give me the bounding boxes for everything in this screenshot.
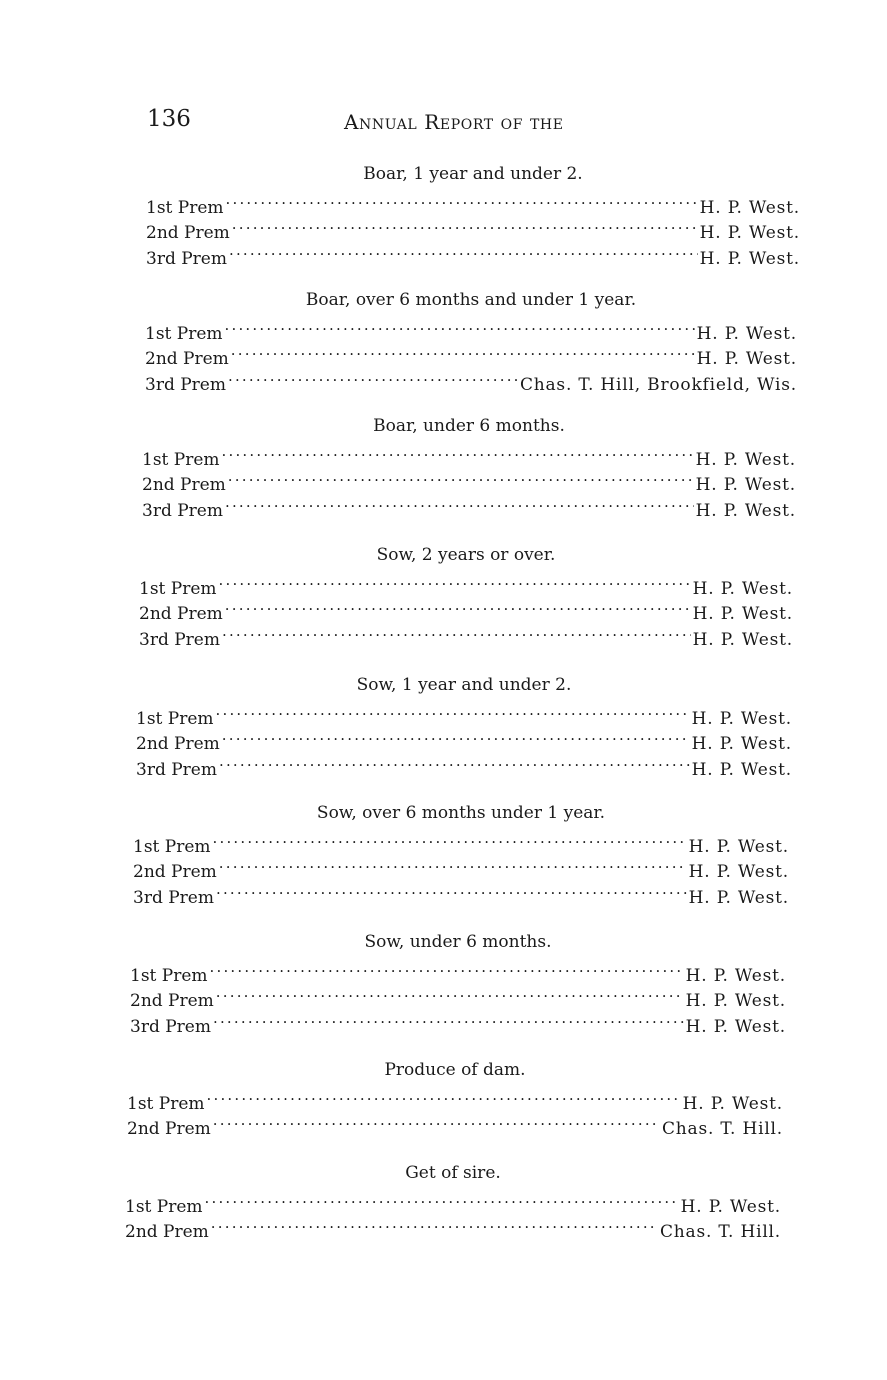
premium-entry <box>127 1083 783 1114</box>
premium-place: 1st Prem <box>133 836 211 857</box>
premium-section <box>133 801 789 908</box>
premium-winner: H. P. West. <box>685 965 786 986</box>
dot-leader <box>228 465 694 491</box>
premium-entry <box>142 439 796 470</box>
premium-entry <box>136 698 792 729</box>
premium-winner: H. P. West. <box>685 991 786 1012</box>
premium-place: 3rd Prem <box>133 887 214 908</box>
dot-leader <box>219 749 690 775</box>
dot-leader <box>225 313 695 339</box>
premium-winner: H. P. West. <box>691 759 792 780</box>
section-title: Sow, under 6 months. <box>364 932 552 952</box>
premium-winner: H. P. West. <box>692 578 793 599</box>
premium-winner: H. P. West. <box>695 500 796 521</box>
dot-leader <box>228 364 518 390</box>
dot-leader <box>205 1186 679 1212</box>
premium-place: 2nd Prem <box>139 604 223 625</box>
premium-winner: H. P. West. <box>685 1016 786 1037</box>
premium-place: 2nd Prem <box>133 862 217 883</box>
section-title: Boar, over 6 months and under 1 year. <box>305 290 637 310</box>
premium-entry <box>146 187 800 218</box>
premium-place: 3rd Prem <box>136 759 217 780</box>
premium-place: 2nd Prem <box>125 1222 209 1243</box>
dot-leader <box>229 238 698 264</box>
section-title: Sow, over 6 months under 1 year. <box>316 803 606 823</box>
premium-winner: H. P. West. <box>691 708 792 729</box>
premium-place: 3rd Prem <box>145 374 226 395</box>
dot-leader <box>225 594 691 620</box>
dot-leader <box>207 1083 681 1109</box>
dot-leader <box>222 439 694 465</box>
premium-winner: H. P. West. <box>695 475 796 496</box>
premium-winner: H. P. West. <box>695 449 796 470</box>
premium-winner: Chas. T. Hill. <box>661 1119 783 1140</box>
premium-section <box>145 288 797 395</box>
section-title: Boar, under 6 months. <box>373 416 565 436</box>
premium-place: 1st Prem <box>145 323 223 344</box>
premium-winner: H. P. West. <box>699 197 800 218</box>
running-title: Annual Report of the <box>344 110 564 134</box>
premium-place: 1st Prem <box>130 965 208 986</box>
premium-winner: H. P. West. <box>688 862 789 883</box>
section-title: Get of sire. <box>405 1163 501 1183</box>
premium-place: 2nd Prem <box>142 475 226 496</box>
dot-leader <box>225 490 694 516</box>
dot-leader <box>213 1006 684 1032</box>
premium-place: 3rd Prem <box>130 1016 211 1037</box>
dot-leader <box>216 698 690 724</box>
premium-winner: H. P. West. <box>691 734 792 755</box>
premium-place: 3rd Prem <box>139 629 220 650</box>
premium-place: 1st Prem <box>142 449 220 470</box>
premium-winner: H. P. West. <box>688 836 789 857</box>
premium-winner: H. P. West. <box>680 1196 781 1217</box>
premium-section <box>139 543 793 650</box>
premium-entry <box>125 1186 781 1217</box>
page-number: 136 <box>147 106 191 132</box>
premium-entry <box>145 313 797 344</box>
section-title: Sow, 1 year and under 2. <box>356 675 572 695</box>
premium-winner: H. P. West. <box>699 248 800 269</box>
premium-winner: H. P. West. <box>699 223 800 244</box>
dot-leader <box>219 852 687 878</box>
premium-entry <box>130 955 786 986</box>
premium-place: 2nd Prem <box>145 349 229 370</box>
premium-winner: Chas. T. Hill, Brookfield, Wis. <box>519 374 797 395</box>
dot-leader <box>210 955 684 981</box>
dot-leader <box>232 213 698 239</box>
page-header <box>147 106 607 136</box>
premium-winner: H. P. West. <box>688 887 789 908</box>
premium-section <box>125 1161 781 1243</box>
premium-place: 1st Prem <box>136 708 214 729</box>
premium-place: 2nd Prem <box>130 991 214 1012</box>
premium-section <box>146 162 800 269</box>
section-title: Sow, 2 years or over. <box>376 545 556 565</box>
premium-place: 3rd Prem <box>142 500 223 521</box>
dot-leader <box>213 826 687 852</box>
premium-winner: H. P. West. <box>692 629 793 650</box>
dot-leader <box>226 187 698 213</box>
premium-entry <box>133 826 789 857</box>
premium-place: 3rd Prem <box>146 248 227 269</box>
premium-section <box>136 673 792 780</box>
premium-place: 1st Prem <box>146 197 224 218</box>
section-title: Boar, 1 year and under 2. <box>363 164 583 184</box>
dot-leader <box>213 1109 660 1135</box>
section-title: Produce of dam. <box>384 1060 526 1080</box>
premium-winner: H. P. West. <box>696 323 797 344</box>
dot-leader <box>222 724 690 750</box>
dot-leader <box>219 568 691 594</box>
premium-place: 2nd Prem <box>136 734 220 755</box>
premium-winner: H. P. West. <box>696 349 797 370</box>
premium-winner: H. P. West. <box>692 604 793 625</box>
dot-leader <box>231 339 695 365</box>
premium-entry <box>139 568 793 599</box>
premium-place: 2nd Prem <box>127 1119 211 1140</box>
premium-place: 1st Prem <box>125 1196 203 1217</box>
dot-leader <box>216 877 687 903</box>
dot-leader <box>222 619 691 645</box>
dot-leader <box>211 1212 658 1238</box>
premium-section <box>142 414 796 521</box>
premium-winner: H. P. West. <box>682 1093 783 1114</box>
dot-leader <box>216 981 684 1007</box>
premium-section <box>127 1058 783 1140</box>
premium-place: 2nd Prem <box>146 223 230 244</box>
premium-place: 1st Prem <box>127 1093 205 1114</box>
premium-place: 1st Prem <box>139 578 217 599</box>
premium-section <box>130 930 786 1037</box>
premium-winner: Chas. T. Hill. <box>659 1222 781 1243</box>
